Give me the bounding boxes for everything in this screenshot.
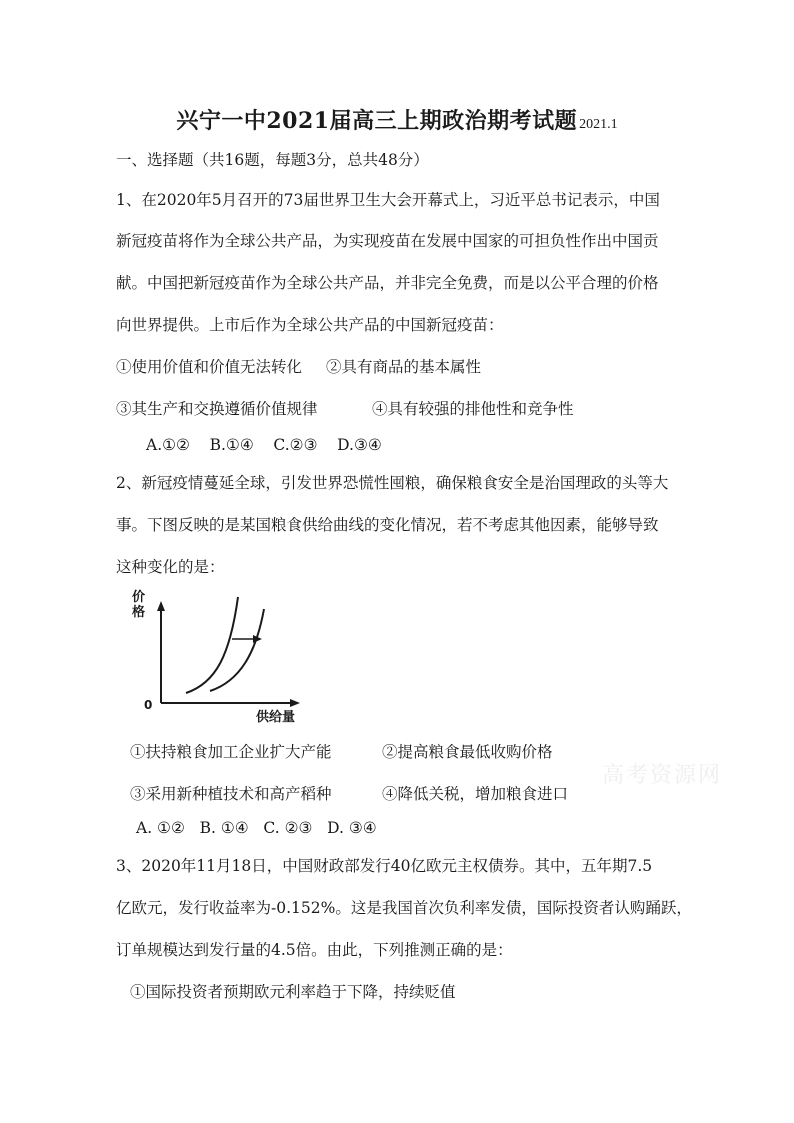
q2-option-2: ②提高粮食最低收购价格 xyxy=(382,743,553,761)
supply-curve-figure xyxy=(128,585,328,725)
q1-choices: A.①② B.①④ C.②③ D.③④ xyxy=(146,436,382,454)
supply-curve-svg xyxy=(128,585,328,725)
exam-title xyxy=(0,104,794,135)
supply-curve-shifted xyxy=(210,609,264,691)
origin-label: 0 xyxy=(144,698,153,712)
supply-curve-original xyxy=(186,597,238,693)
q1-line-2: 新冠疫苗将作为全球公共产品，为实现疫苗在发展中国家的可担负性作出中国贡 xyxy=(116,232,659,250)
q2-option-4: ④降低关税，增加粮食进口 xyxy=(382,785,569,803)
q1-option-1: ①使用价值和价值无法转化 xyxy=(116,358,303,376)
q2-option-3: ③采用新种植技术和高产稻种 xyxy=(130,785,332,803)
q2-choices: A. ①② B. ①④ C. ②③ D. ③④ xyxy=(136,819,377,837)
q2-line-3: 这种变化的是： xyxy=(116,558,225,576)
q2-line-2: 事。下图反映的是某国粮食供给曲线的变化情况，若不考虑其他因素，能够导致 xyxy=(116,516,659,534)
q2-line-1: 2、新冠疫情蔓延全球，引发世界恐慌性囤粮，确保粮食安全是治国理政的头等大 xyxy=(116,474,669,492)
exam-title-text: 兴宁一中2021届高三上期政治期考试题 xyxy=(176,108,578,134)
q1-line-1: 1、在2020年5月召开的73届世界卫生大会开幕式上，习近平总书记表示，中国 xyxy=(116,191,660,209)
y-axis-arrow xyxy=(157,601,165,611)
q3-line-3: 订单规模达到发行量的4.5倍。由此，下列推测正确的是： xyxy=(116,941,513,959)
q1-option-2: ②具有商品的基本属性 xyxy=(326,358,482,376)
x-axis-label: 供给量 xyxy=(256,710,296,725)
q1-line-3: 献。中国把新冠疫苗作为全球公共产品，并非完全免费，而是以公平合理的价格 xyxy=(116,274,659,292)
q3-line-2: 亿欧元，发行收益率为-0.152%。这是我国首次负利率发债，国际投资者认购踊跃， xyxy=(116,899,692,917)
q1-option-3: ③其生产和交换遵循价值规律 xyxy=(116,400,318,418)
watermark: 高考资源网 xyxy=(602,763,723,788)
q3-option-1: ①国际投资者预期欧元利率趋于下降，持续贬值 xyxy=(130,983,456,1001)
section-heading: 一、选择题（共16题，每题3分，总共48分） xyxy=(116,151,429,169)
exam-date: 2021.1 xyxy=(579,117,618,132)
x-axis-arrow xyxy=(290,699,300,707)
q1-option-4: ④具有较强的排他性和竞争性 xyxy=(372,400,574,418)
q3-line-1: 3、2020年11月18日，中国财政部发行40亿欧元主权债券。其中，五年期7.5 xyxy=(116,857,653,875)
q2-option-1: ①扶持粮食加工企业扩大产能 xyxy=(130,743,332,761)
y-axis-label-2: 格 xyxy=(132,605,146,620)
q1-line-4: 向世界提供。上市后作为全球公共产品的中国新冠疫苗： xyxy=(116,316,504,334)
y-axis-label-1: 价 xyxy=(132,590,146,605)
